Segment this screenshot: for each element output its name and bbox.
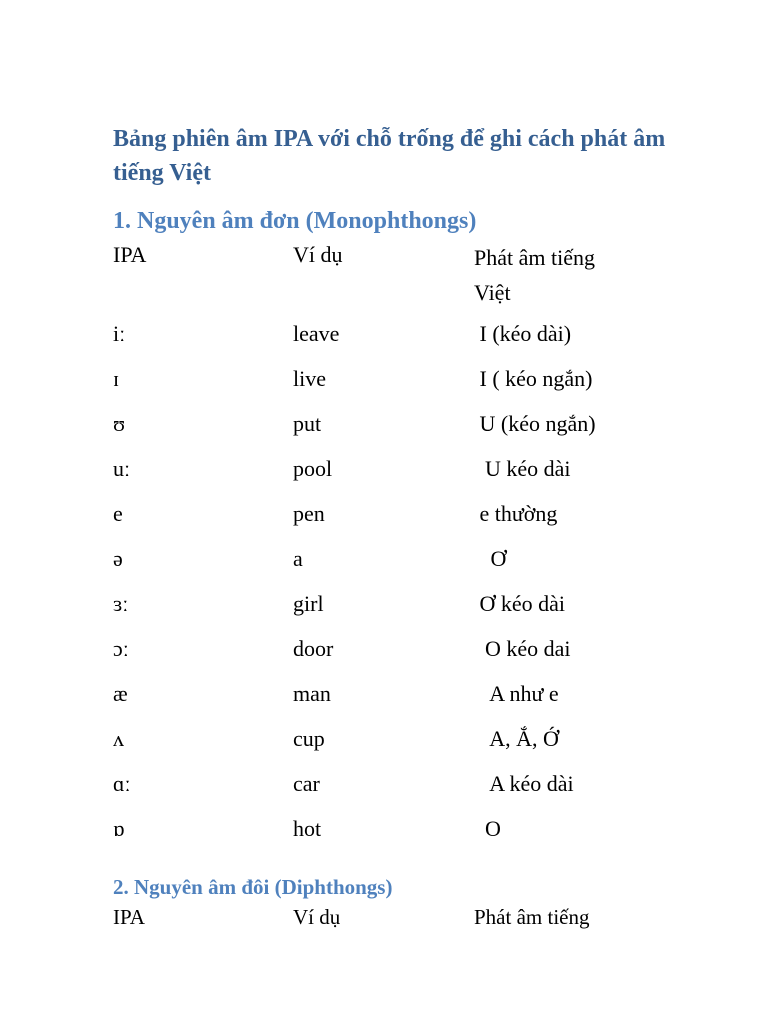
vietnamese-pronunciation: Ơ [474, 546, 507, 571]
ipa-symbol: e [113, 501, 123, 526]
table-row [0, 634, 768, 664]
table-row [0, 409, 768, 439]
vietnamese-pronunciation: A như e [474, 681, 559, 706]
section-1-heading: 1. Nguyên âm đơn (Monophthongs) [113, 208, 477, 234]
vietnamese-pronunciation: O kéo dai [474, 636, 571, 661]
section-1-header-row [0, 240, 768, 305]
example-word: live [293, 366, 326, 391]
example-word: man [293, 681, 331, 706]
vietnamese-pronunciation: U kéo dài [474, 456, 571, 481]
vietnamese-pronunciation: A, Ắ, Ớ [474, 726, 559, 751]
ipa-symbol: æ [113, 681, 128, 706]
vietnamese-pronunciation: I (kéo dài) [474, 321, 572, 346]
vietnamese-pronunciation: Ơ kéo dài [474, 591, 566, 616]
example-word: put [293, 411, 322, 436]
vietnamese-pronunciation: O [474, 816, 501, 841]
table-row [0, 589, 768, 619]
column-header-vietnamese: Phát âm tiếng Việt [474, 245, 595, 305]
table-row [0, 499, 768, 529]
example-word: a [293, 546, 303, 571]
ipa-symbol: iː [113, 321, 126, 346]
vietnamese-pronunciation: I ( kéo ngắn) [474, 366, 593, 391]
ipa-symbol: ɔː [113, 636, 129, 661]
table-row [0, 724, 768, 754]
table-row [0, 544, 768, 574]
ipa-symbol: uː [113, 456, 131, 481]
table-row [0, 319, 768, 349]
table-row [0, 769, 768, 799]
example-word: door [293, 636, 334, 661]
ipa-symbol: ɜː [113, 591, 129, 616]
ipa-symbol: ʊ [113, 411, 126, 436]
ipa-symbol: ə [113, 546, 123, 571]
table-row [0, 814, 768, 844]
column-header-ipa: IPA [113, 905, 145, 929]
column-header-example: Ví dụ [293, 242, 343, 267]
example-word: pen [293, 501, 325, 526]
section-2-header-row [0, 902, 768, 932]
ipa-symbol: ɒ [113, 816, 125, 841]
table-row [0, 679, 768, 709]
column-header-example: Ví dụ [293, 905, 341, 929]
vietnamese-pronunciation: A kéo dài [474, 771, 574, 796]
section-2-heading: 2. Nguyên âm đôi (Diphthongs) [113, 875, 393, 899]
table-row [0, 364, 768, 394]
example-word: cup [293, 726, 325, 751]
document-title: Bảng phiên âm IPA với chỗ trống để ghi cách phát âm tiếng Việt [113, 126, 666, 186]
column-header-vietnamese: Phát âm tiếng [474, 905, 590, 929]
vietnamese-pronunciation: e thường [474, 501, 558, 526]
table-row [0, 454, 768, 484]
vietnamese-pronunciation: U (kéo ngắn) [474, 411, 596, 436]
example-word: leave [293, 321, 340, 346]
example-word: pool [293, 456, 333, 481]
example-word: hot [293, 816, 322, 841]
column-header-ipa: IPA [113, 242, 147, 267]
example-word: car [293, 771, 320, 796]
ipa-symbol: ɪ [113, 366, 120, 391]
ipa-symbol: ɑː [113, 771, 131, 796]
example-word: girl [293, 591, 324, 616]
ipa-symbol: ʌ [113, 726, 124, 751]
